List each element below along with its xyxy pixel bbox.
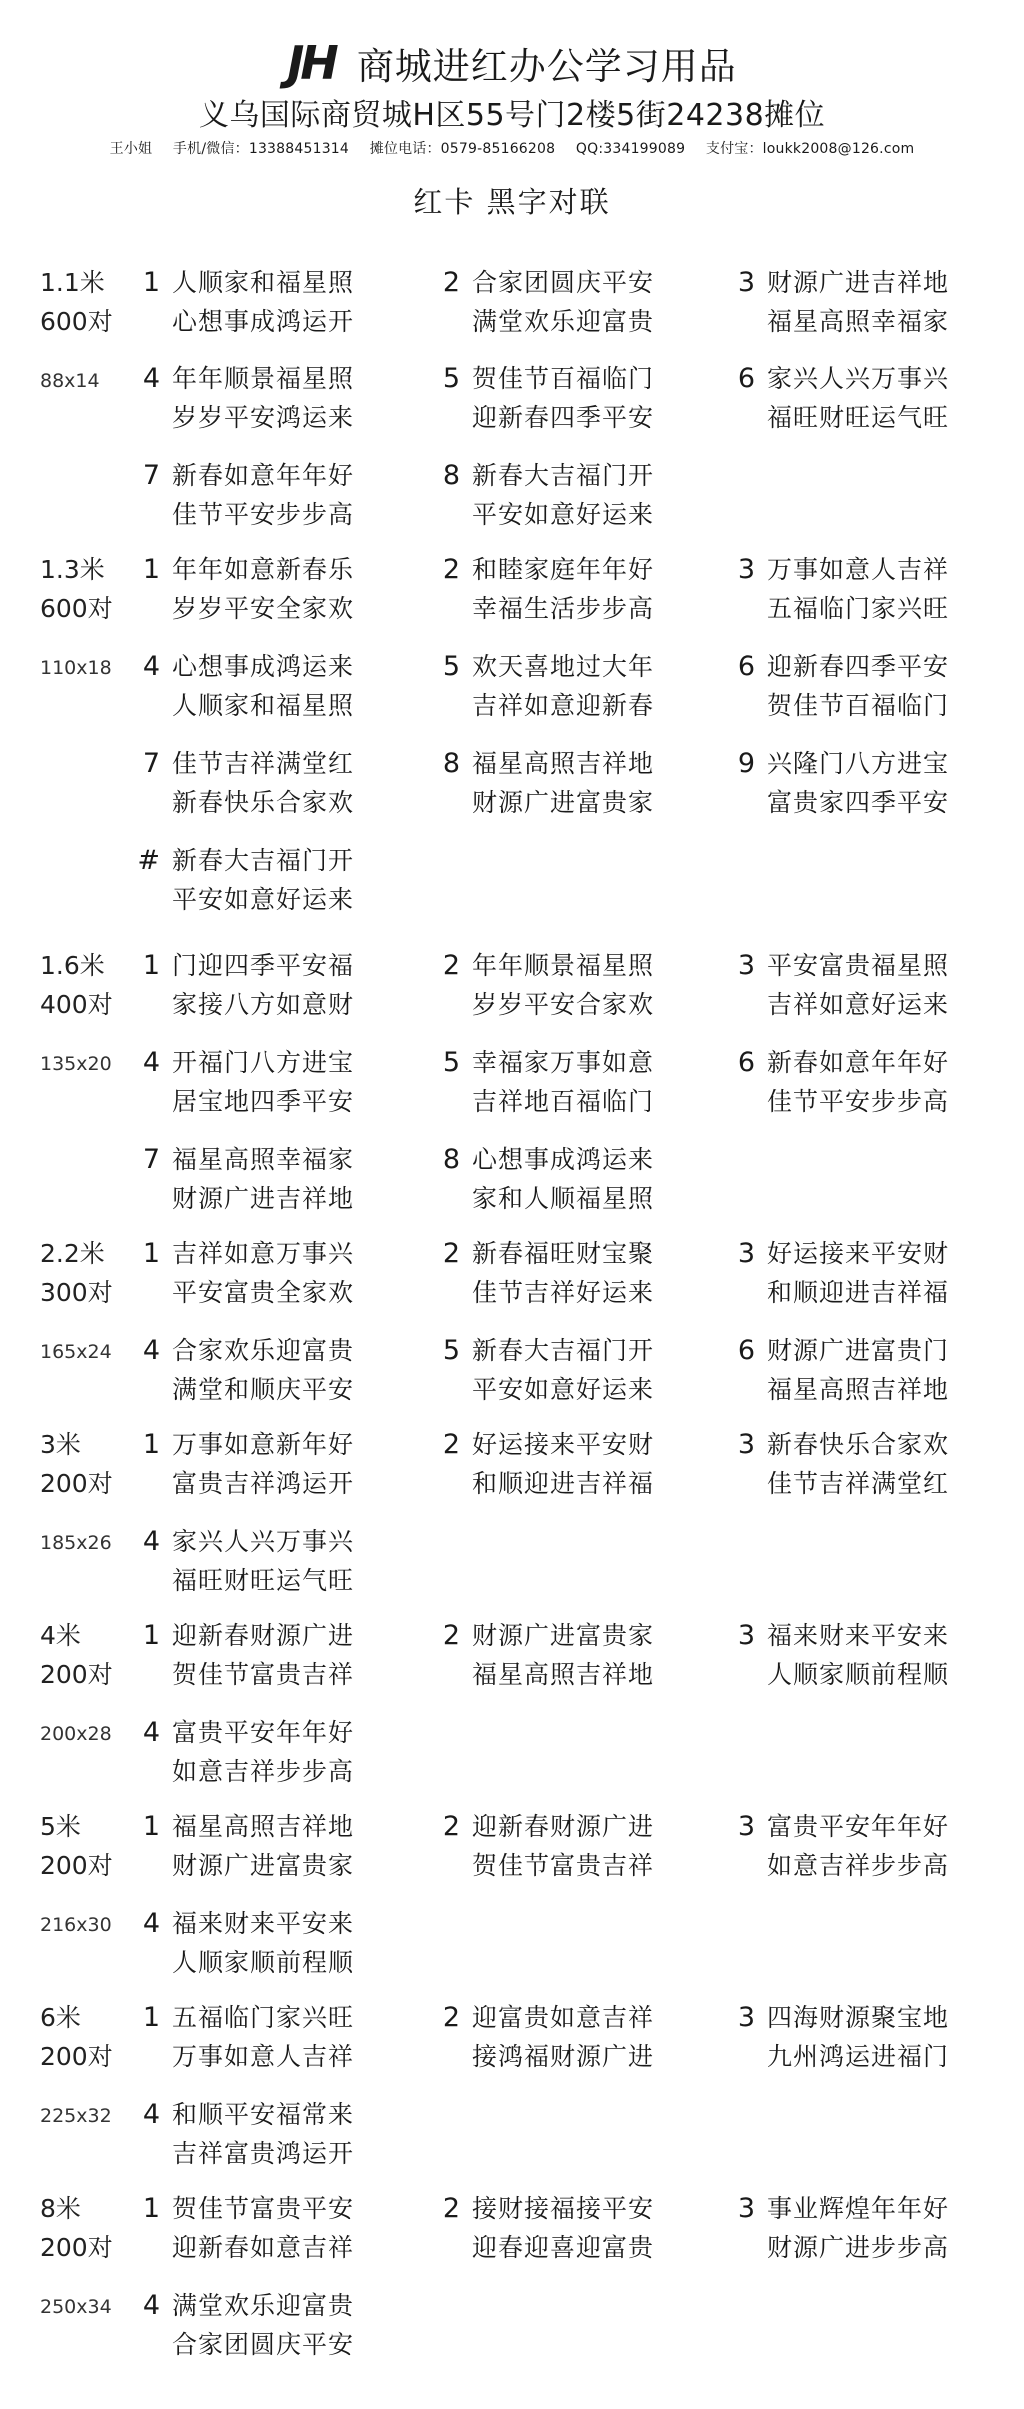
couplet-lower-line: 如意吉祥步步高 [172, 1757, 355, 1786]
couplet-text [172, 1807, 354, 1885]
contact-alipay: 支付宝：loukk2008@126.com [705, 141, 915, 157]
couplet-upper-line: 年年如意新春乐 [172, 555, 355, 584]
item-number: 2 [442, 1429, 460, 1460]
couplet-text [767, 1807, 949, 1885]
couplet-text [172, 550, 354, 628]
couplet-text [172, 1234, 354, 1312]
item-number: 7 [142, 748, 160, 779]
couplet-upper-line: 兴隆门八方进宝 [767, 749, 950, 778]
couplet-row [0, 1713, 1024, 1807]
item-number: 5 [442, 651, 460, 682]
couplet-text [172, 1331, 354, 1409]
couplet-row [0, 359, 1024, 456]
qty-label: 600对 [40, 594, 113, 623]
couplet-upper-line: 门迎四季平安福 [172, 951, 355, 980]
couplet-lower-line: 福旺财旺运气旺 [767, 403, 950, 432]
item-number: 4 [142, 1717, 160, 1748]
couplet-lower-line: 家接八方如意财 [172, 990, 355, 1019]
couplet-lower-line: 吉祥富贵鸿运开 [172, 2139, 355, 2168]
dim-label: 225x32 [40, 2105, 112, 2127]
catalog-subtitle: 红卡 黑字对联 [413, 185, 611, 219]
item-number: 4 [142, 2099, 160, 2130]
couplet-upper-line: 新春大吉福门开 [472, 1336, 655, 1365]
item-number: 2 [442, 1811, 460, 1842]
size-section [0, 263, 1024, 550]
size-label: 1.1米 [40, 268, 105, 297]
item-number: 3 [737, 267, 755, 298]
size-section [0, 2189, 1024, 2380]
couplet-row [0, 1998, 1024, 2095]
couplet-row [0, 1807, 1024, 1904]
couplet-row [0, 1522, 1024, 1616]
couplet-upper-line: 财源广进富贵家 [472, 1621, 655, 1650]
item-number: 6 [737, 651, 755, 682]
item-number: 7 [142, 460, 160, 491]
couplet-lower-line: 岁岁平安鸿运来 [172, 403, 355, 432]
item-number: 1 [142, 1620, 160, 1651]
couplet-lower-line: 平安富贵全家欢 [172, 1278, 355, 1307]
couplet-upper-line: 和睦家庭年年好 [472, 555, 655, 584]
qty-label: 200对 [40, 2233, 113, 2262]
couplet-upper-line: 福星高照幸福家 [172, 1145, 355, 1174]
couplet-row [0, 1425, 1024, 1522]
couplet-text [172, 647, 354, 725]
dim-label: 216x30 [40, 1914, 112, 1936]
couplet-text [767, 946, 949, 1024]
item-number: 6 [737, 363, 755, 394]
couplet-lower-line: 福星高照吉祥地 [767, 1375, 950, 1404]
item-number: 1 [142, 2193, 160, 2224]
couplet-text [172, 2189, 354, 2267]
item-number: 2 [442, 2002, 460, 2033]
qty-label: 200对 [40, 1851, 113, 1880]
size-section [0, 1616, 1024, 1807]
item-number: 8 [442, 1144, 460, 1175]
size-label: 2.2米 [40, 1239, 105, 1268]
qty-label: 600对 [40, 307, 113, 336]
couplet-text [767, 1616, 949, 1694]
item-number: 2 [442, 2193, 460, 2224]
couplet-text [172, 359, 354, 437]
couplet-text [172, 946, 354, 1024]
couplet-lower-line: 五福临门家兴旺 [767, 594, 950, 623]
couplet-lower-line: 贺佳节百福临门 [767, 691, 950, 720]
couplet-lower-line: 佳节平安步步高 [172, 500, 355, 529]
item-number: 3 [737, 2193, 755, 2224]
couplet-text [472, 550, 654, 628]
couplet-lower-line: 万事如意人吉祥 [172, 2042, 355, 2071]
page-header [0, 0, 1024, 220]
item-number: 5 [442, 363, 460, 394]
couplet-lower-line: 接鸿福财源广进 [472, 2042, 655, 2071]
item-number: 5 [442, 1047, 460, 1078]
item-number: 6 [737, 1335, 755, 1366]
couplet-lower-line: 平安如意好运来 [172, 885, 355, 914]
size-section [0, 1998, 1024, 2189]
couplet-upper-line: 福星高照吉祥地 [472, 749, 655, 778]
item-number: 1 [142, 950, 160, 981]
item-number: 1 [142, 1429, 160, 1460]
couplet-upper-line: 幸福家万事如意 [472, 1048, 655, 1077]
couplet-row [0, 2189, 1024, 2286]
couplet-lower-line: 居宝地四季平安 [172, 1087, 355, 1116]
couplet-lower-line: 财源广进富贵家 [172, 1851, 355, 1880]
item-number: 1 [142, 554, 160, 585]
shop-address: 义乌国际商贸城H区55号门2楼5街24238摊位 [198, 98, 826, 133]
qty-label: 200对 [40, 1660, 113, 1689]
couplet-upper-line: 家兴人兴万事兴 [172, 1527, 355, 1556]
couplet-text [472, 2189, 654, 2267]
couplet-lower-line: 佳节吉祥好运来 [472, 1278, 655, 1307]
couplet-upper-line: 心想事成鸿运来 [172, 652, 355, 681]
size-section [0, 1234, 1024, 1425]
size-label: 5米 [40, 1812, 81, 1841]
couplet-row [0, 263, 1024, 359]
item-number: 2 [442, 1238, 460, 1269]
couplet-lower-line: 心想事成鸿运开 [172, 307, 355, 336]
item-number: 3 [737, 1238, 755, 1269]
couplet-text [172, 841, 354, 919]
couplet-lower-line: 人顺家顺前程顺 [767, 1660, 950, 1689]
couplet-upper-line: 福星高照吉祥地 [172, 1812, 355, 1841]
couplet-upper-line: 财源广进富贵门 [767, 1336, 950, 1365]
item-number: 4 [142, 1526, 160, 1557]
couplet-text [472, 1140, 654, 1218]
couplet-upper-line: 万事如意人吉祥 [767, 555, 950, 584]
couplet-upper-line: 合家团圆庆平安 [472, 268, 655, 297]
couplet-text [472, 946, 654, 1024]
dim-label: 250x34 [40, 2296, 112, 2318]
item-number: 3 [737, 1620, 755, 1651]
couplet-upper-line: 新春福旺财宝聚 [472, 1239, 655, 1268]
size-section [0, 550, 1024, 946]
couplet-lower-line: 满堂和顺庆平安 [172, 1375, 355, 1404]
contact-name: 王小姐 [109, 141, 153, 157]
couplet-upper-line: 迎新春财源广进 [172, 1621, 355, 1650]
item-number: 7 [142, 1144, 160, 1175]
couplet-text [172, 2095, 354, 2173]
couplet-upper-line: 福来财来平安来 [767, 1621, 950, 1650]
couplet-row [0, 550, 1024, 647]
qty-label: 200对 [40, 1469, 113, 1498]
couplet-text [767, 1043, 949, 1121]
size-label: 4米 [40, 1621, 81, 1650]
couplet-text [172, 1713, 354, 1791]
couplet-text [172, 456, 354, 534]
item-number: 2 [442, 1620, 460, 1651]
item-number: 5 [442, 1335, 460, 1366]
couplet-text [172, 1425, 354, 1503]
item-number: 2 [442, 267, 460, 298]
size-section [0, 1807, 1024, 1998]
couplet-upper-line: 事业辉煌年年好 [767, 2194, 950, 2223]
couplet-lower-line: 合家团圆庆平安 [172, 2330, 355, 2359]
dim-label: 135x20 [40, 1053, 112, 1075]
couplet-upper-line: 吉祥如意万事兴 [172, 1239, 355, 1268]
size-label: 1.3米 [40, 555, 105, 584]
couplet-upper-line: 财源广进吉祥地 [767, 268, 950, 297]
couplet-upper-line: 人顺家和福星照 [172, 268, 355, 297]
couplet-text [172, 1616, 354, 1694]
couplet-upper-line: 佳节吉祥满堂红 [172, 749, 355, 778]
couplet-text [172, 1904, 354, 1982]
couplet-lower-line: 福旺财旺运气旺 [172, 1566, 355, 1595]
contact-qq: QQ:334199089 [575, 141, 686, 157]
item-number: 4 [142, 1908, 160, 1939]
couplet-lower-line: 人顺家和福星照 [172, 691, 355, 720]
size-label: 3米 [40, 1430, 81, 1459]
couplet-catalog [0, 263, 1024, 2380]
couplet-upper-line: 贺佳节百福临门 [472, 364, 655, 393]
couplet-row [0, 1904, 1024, 1998]
title-row [0, 36, 1024, 90]
couplet-upper-line: 迎富贵如意吉祥 [472, 2003, 655, 2032]
item-number: 2 [442, 950, 460, 981]
contact-line [0, 138, 1024, 158]
couplet-lower-line: 和顺迎进吉祥福 [472, 1469, 655, 1498]
couplet-lower-line: 佳节平安步步高 [767, 1087, 950, 1116]
couplet-upper-line: 贺佳节富贵平安 [172, 2194, 355, 2223]
couplet-text [172, 1043, 354, 1121]
couplet-lower-line: 佳节吉祥满堂红 [767, 1469, 950, 1498]
couplet-lower-line: 平安如意好运来 [472, 1375, 655, 1404]
size-label: 1.6米 [40, 951, 105, 980]
item-number: 2 [442, 554, 460, 585]
couplet-row [0, 2095, 1024, 2189]
couplet-row [0, 1043, 1024, 1140]
couplet-row [0, 2286, 1024, 2380]
couplet-row [0, 1616, 1024, 1713]
couplet-lower-line: 岁岁平安全家欢 [172, 594, 355, 623]
couplet-text [172, 1998, 354, 2076]
couplet-lower-line: 财源广进富贵家 [472, 788, 655, 817]
couplet-upper-line: 和顺平安福常来 [172, 2100, 355, 2129]
couplet-upper-line: 新春大吉福门开 [472, 461, 655, 490]
item-number: 4 [142, 363, 160, 394]
couplet-text [767, 1425, 949, 1503]
couplet-text [472, 456, 654, 534]
couplet-lower-line: 如意吉祥步步高 [767, 1851, 950, 1880]
qty-label: 200对 [40, 2042, 113, 2071]
couplet-text [172, 744, 354, 822]
couplet-text [472, 647, 654, 725]
couplet-lower-line: 福星高照幸福家 [767, 307, 950, 336]
couplet-text [767, 2189, 949, 2267]
item-number: 8 [442, 748, 460, 779]
couplet-lower-line: 财源广进吉祥地 [172, 1184, 355, 1213]
couplet-upper-line: 四海财源聚宝地 [767, 2003, 950, 2032]
couplet-text [472, 1234, 654, 1312]
couplet-lower-line: 吉祥如意好运来 [767, 990, 950, 1019]
item-number: 3 [737, 950, 755, 981]
couplet-upper-line: 新春大吉福门开 [172, 846, 355, 875]
couplet-text [472, 263, 654, 341]
couplet-lower-line: 人顺家顺前程顺 [172, 1948, 355, 1977]
dim-label: 185x26 [40, 1532, 112, 1554]
item-number: 3 [737, 2002, 755, 2033]
couplet-text [767, 744, 949, 822]
item-number: 3 [737, 554, 755, 585]
couplet-lower-line: 九州鸿运进福门 [767, 2042, 950, 2071]
couplet-upper-line: 家兴人兴万事兴 [767, 364, 950, 393]
couplet-text [767, 1998, 949, 2076]
item-number: 6 [737, 1047, 755, 1078]
couplet-row [0, 744, 1024, 841]
couplet-row [0, 841, 1024, 946]
item-number: 1 [142, 2002, 160, 2033]
dim-label: 165x24 [40, 1341, 112, 1363]
qty-label: 400对 [40, 990, 113, 1019]
contact-mobile: 手机/微信：13388451314 [172, 141, 350, 157]
couplet-lower-line: 迎新春如意吉祥 [172, 2233, 355, 2262]
dim-label: 110x18 [40, 657, 112, 679]
size-section [0, 1425, 1024, 1616]
couplet-upper-line: 接财接福接平安 [472, 2194, 655, 2223]
couplet-upper-line: 年年顺景福星照 [172, 364, 355, 393]
jh-logo: JH [287, 36, 335, 90]
couplet-upper-line: 新春如意年年好 [172, 461, 355, 490]
couplet-upper-line: 好运接来平安财 [767, 1239, 950, 1268]
couplet-upper-line: 迎新春四季平安 [767, 652, 950, 681]
couplet-lower-line: 富贵家四季平安 [767, 788, 950, 817]
couplet-lower-line: 福星高照吉祥地 [472, 1660, 655, 1689]
couplet-text [472, 1616, 654, 1694]
couplet-text [472, 1998, 654, 2076]
couplet-lower-line: 富贵吉祥鸿运开 [172, 1469, 355, 1498]
couplet-upper-line: 开福门八方进宝 [172, 1048, 355, 1077]
couplet-upper-line: 平安富贵福星照 [767, 951, 950, 980]
couplet-upper-line: 富贵平安年年好 [172, 1718, 355, 1747]
couplet-row [0, 1331, 1024, 1425]
couplet-text [767, 647, 949, 725]
item-number: 8 [442, 460, 460, 491]
couplet-row [0, 647, 1024, 744]
item-number: 3 [737, 1429, 755, 1460]
couplet-row [0, 456, 1024, 550]
size-section [0, 946, 1024, 1234]
couplet-upper-line: 富贵平安年年好 [767, 1812, 950, 1841]
couplet-upper-line: 好运接来平安财 [472, 1430, 655, 1459]
dim-label: 88x14 [40, 370, 100, 392]
contact-booth-phone: 摊位电话：0579-85166208 [369, 141, 556, 157]
couplet-lower-line: 幸福生活步步高 [472, 594, 655, 623]
item-number: 1 [142, 1238, 160, 1269]
couplet-row [0, 1234, 1024, 1331]
couplet-lower-line: 新春快乐合家欢 [172, 788, 355, 817]
couplet-upper-line: 新春如意年年好 [767, 1048, 950, 1077]
couplet-text [472, 1807, 654, 1885]
couplet-upper-line: 新春快乐合家欢 [767, 1430, 950, 1459]
item-number: 4 [142, 1335, 160, 1366]
item-number: 3 [737, 1811, 755, 1842]
couplet-upper-line: 心想事成鸿运来 [472, 1145, 655, 1174]
couplet-upper-line: 福来财来平安来 [172, 1909, 355, 1938]
couplet-lower-line: 和顺迎进吉祥福 [767, 1278, 950, 1307]
couplet-lower-line: 财源广进步步高 [767, 2233, 950, 2262]
shop-title: 商城进红办公学习用品 [356, 45, 737, 88]
item-number: 4 [142, 2290, 160, 2321]
couplet-text [172, 1522, 354, 1600]
couplet-upper-line: 迎新春财源广进 [472, 1812, 655, 1841]
couplet-text [767, 263, 949, 341]
size-label: 6米 [40, 2003, 81, 2032]
couplet-text [472, 1043, 654, 1121]
qty-label: 300对 [40, 1278, 113, 1307]
couplet-row [0, 946, 1024, 1043]
couplet-upper-line: 年年顺景福星照 [472, 951, 655, 980]
couplet-row [0, 1140, 1024, 1234]
couplet-upper-line: 欢天喜地过大年 [472, 652, 655, 681]
item-number: # [137, 845, 160, 876]
item-number: 4 [142, 1047, 160, 1078]
size-label: 8米 [40, 2194, 81, 2223]
couplet-lower-line: 贺佳节富贵吉祥 [172, 1660, 355, 1689]
item-number: 9 [737, 748, 755, 779]
couplet-text [172, 1140, 354, 1218]
couplet-lower-line: 吉祥地百福临门 [472, 1087, 655, 1116]
couplet-text [472, 1425, 654, 1503]
couplet-text [472, 359, 654, 437]
couplet-text [767, 1331, 949, 1409]
couplet-upper-line: 万事如意新年好 [172, 1430, 355, 1459]
couplet-lower-line: 迎新春四季平安 [472, 403, 655, 432]
couplet-text [472, 1331, 654, 1409]
couplet-lower-line: 平安如意好运来 [472, 500, 655, 529]
couplet-text [767, 550, 949, 628]
couplet-lower-line: 迎春迎喜迎富贵 [472, 2233, 655, 2262]
couplet-lower-line: 满堂欢乐迎富贵 [472, 307, 655, 336]
couplet-text [472, 744, 654, 822]
couplet-lower-line: 贺佳节富贵吉祥 [472, 1851, 655, 1880]
couplet-upper-line: 五福临门家兴旺 [172, 2003, 355, 2032]
couplet-lower-line: 岁岁平安合家欢 [472, 990, 655, 1019]
couplet-lower-line: 吉祥如意迎新春 [472, 691, 655, 720]
couplet-text [172, 263, 354, 341]
dim-label: 200x28 [40, 1723, 112, 1745]
couplet-upper-line: 合家欢乐迎富贵 [172, 1336, 355, 1365]
couplet-upper-line: 满堂欢乐迎富贵 [172, 2291, 355, 2320]
item-number: 1 [142, 1811, 160, 1842]
couplet-text [767, 1234, 949, 1312]
couplet-text [172, 2286, 354, 2364]
couplet-text [767, 359, 949, 437]
item-number: 4 [142, 651, 160, 682]
item-number: 1 [142, 267, 160, 298]
couplet-lower-line: 家和人顺福星照 [472, 1184, 655, 1213]
